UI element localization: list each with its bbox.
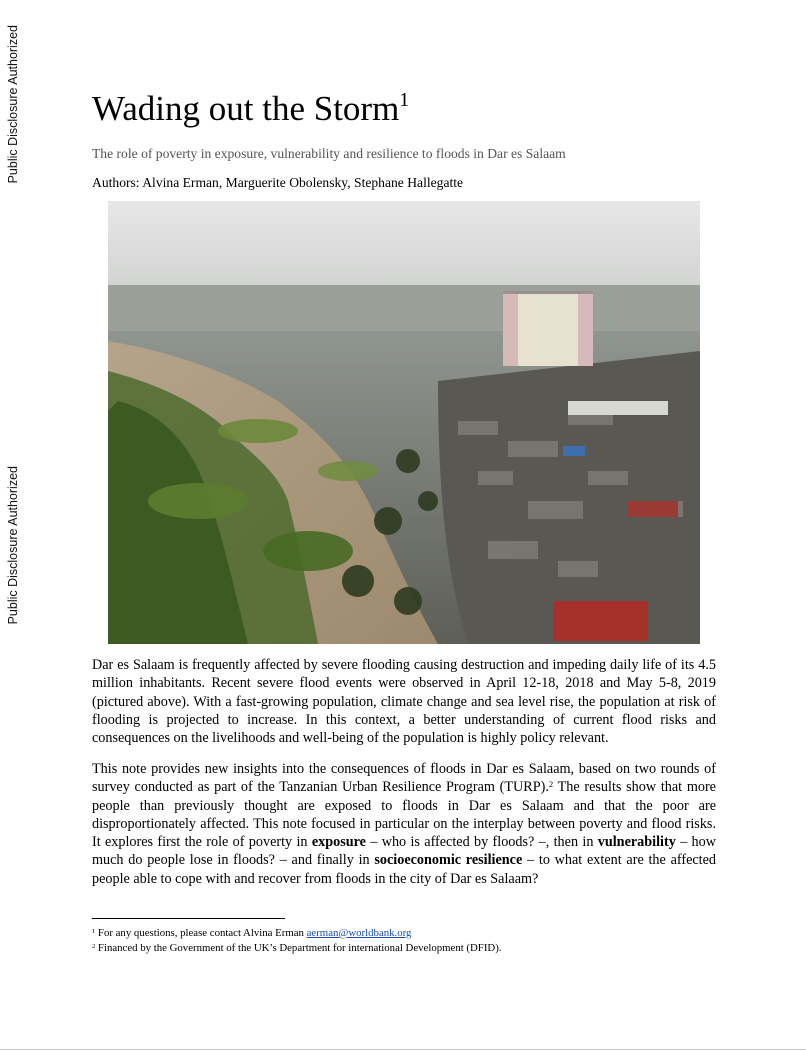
authors-line: Authors: Alvina Erman, Marguerite Obolensky, Stephane Hallegatte — [92, 175, 464, 190]
footnote-2 — [92, 941, 502, 955]
title-footnote-mark[interactable]: 1 — [399, 89, 410, 111]
term-exposure: exposure — [311, 834, 366, 851]
flood-aerial-photo — [108, 201, 700, 644]
insights-footnote-mark[interactable]: 2 — [548, 779, 554, 790]
term-socioeconomic-resilience: socioeconomic resilience — [374, 852, 523, 869]
footnote-1-mark: 1 — [92, 927, 96, 935]
disclosure-stamp-top — [5, 25, 21, 195]
insights-text-part4: – how much do people lose in floods? – and finally in — [92, 834, 716, 869]
insights-text-part5: – to what extent are the affected people able to cope with and recover from floods in the city of Dar es Salaam? — [92, 852, 716, 887]
footnote-1-text: For any questions, please contact Alvina Erman — [95, 927, 307, 939]
insights-paragraph — [92, 760, 716, 888]
insights-text-part2: The results show that more people than previously thought are exposed to floods in Dar es Salaam and that the poor are disproportionately affected. This note focused in particular on the interplay between poverty and flood risks. It explores first the role of poverty in — [92, 779, 716, 851]
disclosure-stamp-top-text: Public Disclosure Authorized — [6, 25, 20, 184]
footnote-2-text: Financed by the Government of the UK’s Department for international Development (DFID). — [95, 942, 502, 954]
disclosure-stamp-middle — [5, 466, 21, 636]
footnote-2-mark: 2 — [92, 942, 96, 950]
disclosure-stamp-middle-text: Public Disclosure Authorized — [6, 466, 20, 625]
page-title-text: Wading out the Storm — [92, 89, 400, 128]
contact-email-link[interactable]: aerman@worldbank.org — [306, 927, 412, 939]
footnote-divider — [92, 918, 285, 919]
insights-text-part1: This note provides new insights into the consequences of floods in Dar es Salaam, based on two rounds of survey conducted as part of the Tanzanian Urban Resilience Program (TURP). — [92, 761, 716, 796]
term-vulnerability: vulnerability — [597, 834, 676, 851]
page-title — [92, 88, 409, 130]
insights-text-part3: – who is affected by floods? –, then in — [365, 834, 598, 851]
intro-paragraph: Dar es Salaam is frequently affected by severe flooding causing destruction and impeding daily life of its 4.5 million inhabitants. Recent severe flood events were observed in April 12-18, 2018 and May 5-8, 2019 (pictured above). With a fast-growing population, climate change and sea level rise, the population at risk of flooding is projected to increase. In this context, a better understanding of current flood risks and consequences on the livelihoods and well-being of the population is highly policy relevant. — [92, 657, 716, 747]
footnote-1 — [92, 926, 411, 940]
page-subtitle: The role of poverty in exposure, vulnerability and resilience to floods in Dar es Salaam — [92, 146, 566, 161]
flood-photo-illustration — [108, 201, 700, 644]
page-bottom-edge — [0, 1049, 806, 1050]
